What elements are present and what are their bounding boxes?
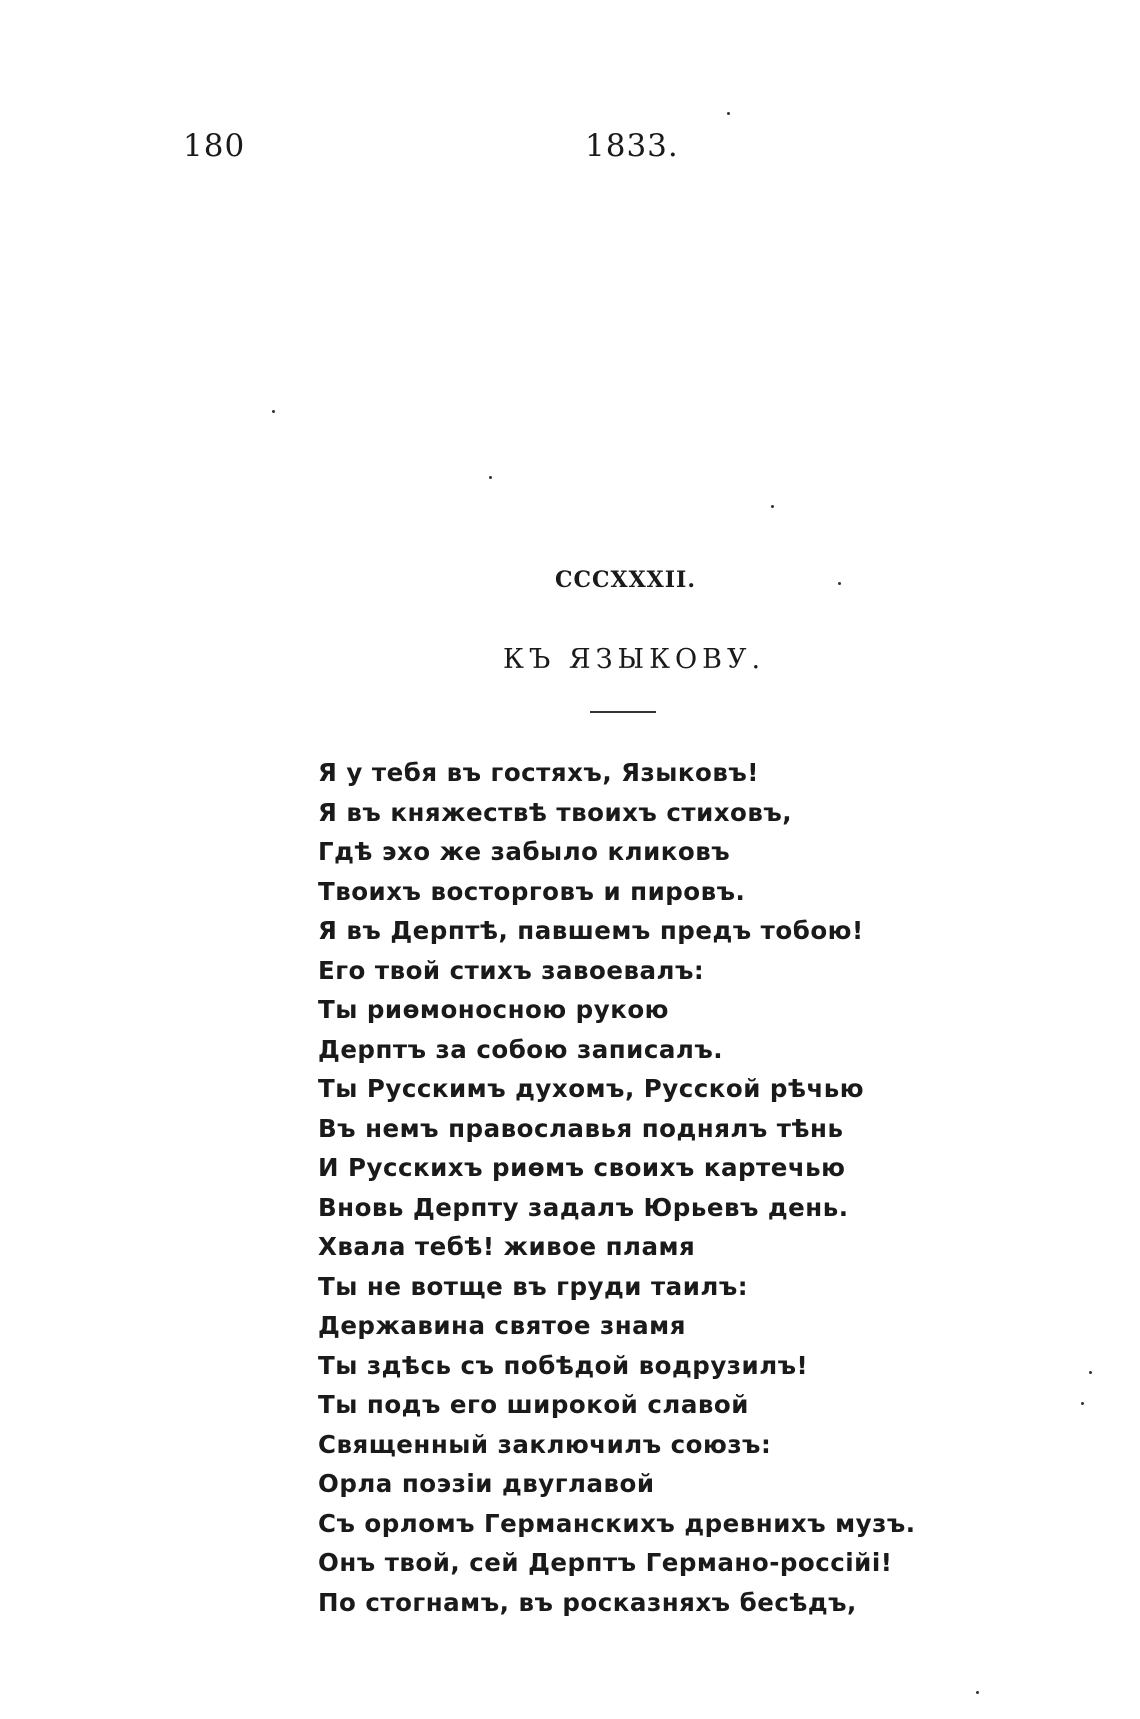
scan-speck: [1089, 1371, 1092, 1374]
poem-line: И Русскихъ риѳмъ своихъ картечью: [318, 1153, 846, 1182]
poem-line: Его твой стихъ завоевалъ:: [318, 955, 705, 985]
poem-line: Онъ твой, сей Дерптъ Германо-россійі!: [318, 1548, 893, 1577]
poem-line: Ты Русскимъ духомъ, Русской рѣчью: [318, 1074, 865, 1103]
poem-line: Ты не вотще въ груди таилъ:: [318, 1271, 749, 1301]
poem-line: Державина святое знамя: [318, 1311, 686, 1340]
poem-line: Я въ княжествѣ твоихъ стиховъ,: [318, 797, 793, 827]
poem-line: Я у тебя въ гостяхъ, Языковъ!: [318, 758, 759, 787]
scan-speck: [272, 410, 275, 413]
poem-line: Дерптъ за собою записалъ.: [318, 1034, 724, 1064]
poem-line: Хвала тебѣ! живое пламя: [318, 1232, 696, 1261]
poem-line: Ты здѣсь съ побѣдой водрузилъ!: [318, 1350, 809, 1380]
scan-speck: [1081, 1402, 1084, 1405]
poem-line: Орла поэзіи двуглавой: [318, 1469, 655, 1498]
poem-line: Въ немъ православья поднялъ тѣнь: [318, 1113, 844, 1143]
page-number: 180: [183, 128, 246, 164]
scan-speck: [838, 582, 841, 585]
poem-line: Твоихъ восторговъ и пировъ.: [318, 876, 746, 906]
poem-title: КЪ ЯЗЫКОВУ.: [503, 644, 766, 675]
scan-speck: [976, 1691, 979, 1694]
poem-line: По стогнамъ, въ росказняхъ бесѣдъ,: [318, 1587, 857, 1617]
scan-speck: [489, 476, 492, 479]
poem-line: Вновь Дерпту задалъ Юрьевъ день.: [318, 1192, 849, 1222]
poem-number: CCCXXXII.: [555, 567, 696, 593]
poem-line: Ты риѳмоносною рукою: [318, 995, 669, 1024]
poem-line: Священный заключилъ союзъ:: [318, 1429, 772, 1459]
poem-line: Ты подъ его широкой славой: [318, 1390, 749, 1419]
poem-line: Я въ Дерптѣ, павшемъ предъ тобою!: [318, 916, 864, 945]
title-divider: [590, 711, 656, 713]
running-head-year: 1833.: [585, 128, 679, 164]
poem-line: Гдѣ эхо же забыло кликовъ: [318, 837, 731, 866]
scan-speck: [771, 505, 774, 508]
poem-body: [318, 753, 916, 1622]
scan-speck: [727, 112, 730, 115]
poem-line: Съ орломъ Германскихъ древнихъ музъ.: [318, 1508, 916, 1538]
